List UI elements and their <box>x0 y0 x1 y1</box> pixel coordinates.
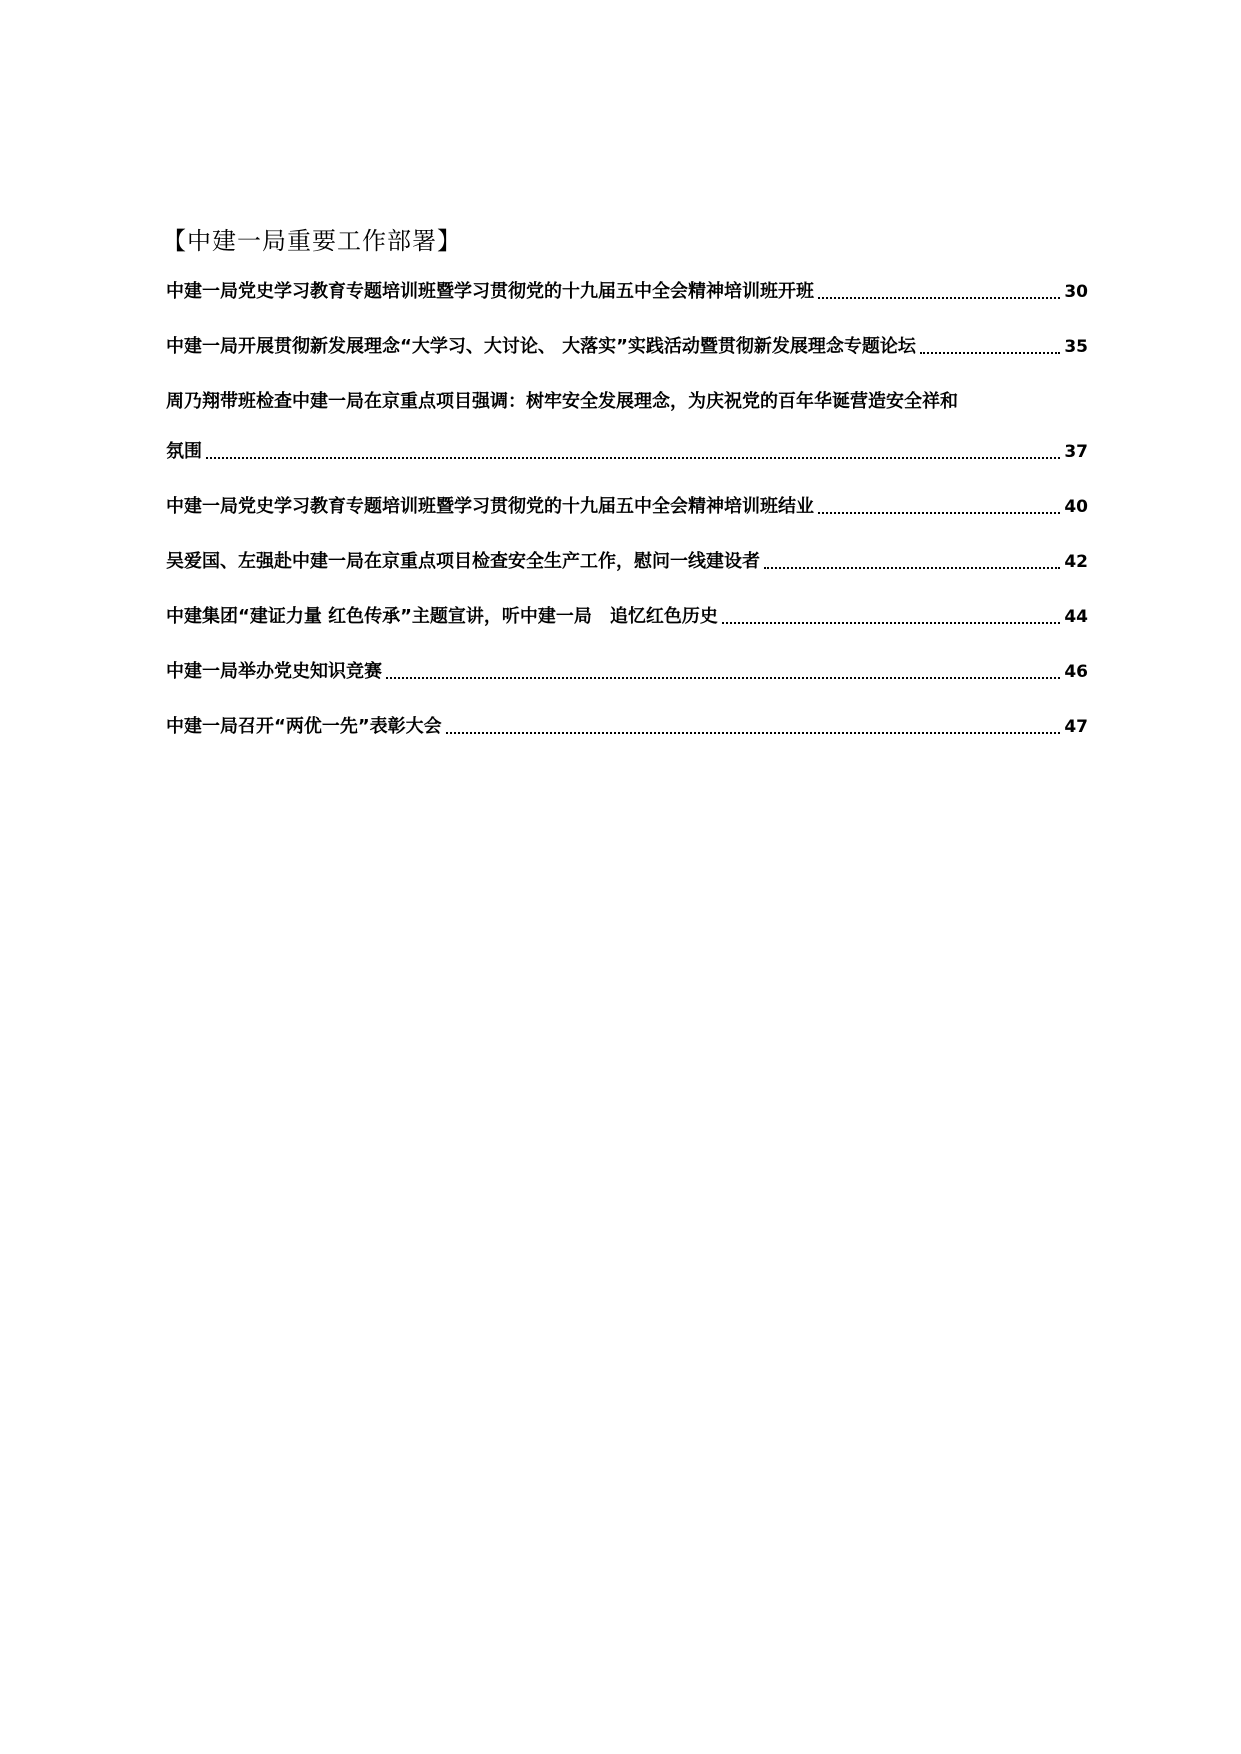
toc-entry-title: 周乃翔带班检查中建一局在京重点项目强调：树牢安全发展理念，为庆祝党的百年华诞营造安全祥和 <box>166 391 958 412</box>
toc-entry-title: 中建一局开展贯彻新发展理念“大学习、大讨论、 大落实”实践活动暨贯彻新发展理念专题论坛 <box>166 336 916 357</box>
dot-leader <box>446 732 1061 734</box>
toc-entry-title-continued: 氛围 <box>166 441 202 462</box>
dot-leader <box>818 512 1060 514</box>
toc-entry-page: 47 <box>1064 717 1088 737</box>
toc-entry-page: 40 <box>1064 497 1088 517</box>
toc-entry-title: 中建集团“建证力量 红色传承”主题宣讲，听中建一局 追忆红色历史 <box>166 606 718 627</box>
dot-leader <box>920 352 1060 354</box>
toc-entry[interactable] <box>166 493 1088 521</box>
toc-entry-title: 中建一局召开“两优一先”表彰大会 <box>166 716 442 737</box>
toc-entry[interactable] <box>166 278 1088 306</box>
dot-leader <box>206 457 1060 459</box>
toc-entry[interactable] <box>166 713 1088 741</box>
dot-leader <box>722 622 1060 624</box>
toc-entry[interactable] <box>166 333 1088 361</box>
toc-entry-page: 35 <box>1064 337 1088 357</box>
toc-entry-page: 42 <box>1064 552 1088 572</box>
toc-entry-page: 46 <box>1064 662 1088 682</box>
dot-leader <box>386 677 1060 679</box>
toc-entry-page: 37 <box>1064 442 1088 462</box>
toc-entry[interactable] <box>166 388 1088 466</box>
toc-entry[interactable] <box>166 548 1088 576</box>
section-title: 【中建一局重要工作部署】 <box>162 227 462 255</box>
dot-leader <box>764 567 1060 569</box>
toc-entry-continuation <box>166 438 1088 466</box>
toc-entry-title: 中建一局党史学习教育专题培训班暨学习贯彻党的十九届五中全会精神培训班结业 <box>166 496 814 517</box>
dot-leader <box>818 297 1060 299</box>
toc-entry[interactable] <box>166 658 1088 686</box>
toc-entry-page: 44 <box>1064 607 1088 627</box>
toc-entry-title: 中建一局党史学习教育专题培训班暨学习贯彻党的十九届五中全会精神培训班开班 <box>166 281 814 302</box>
toc-entry-page: 30 <box>1064 282 1088 302</box>
toc-entry-title: 吴爱国、左强赴中建一局在京重点项目检查安全生产工作，慰问一线建设者 <box>166 551 760 572</box>
toc-entry[interactable] <box>166 603 1088 631</box>
toc-entry-title: 中建一局举办党史知识竞赛 <box>166 661 382 682</box>
table-of-contents <box>166 278 1088 768</box>
